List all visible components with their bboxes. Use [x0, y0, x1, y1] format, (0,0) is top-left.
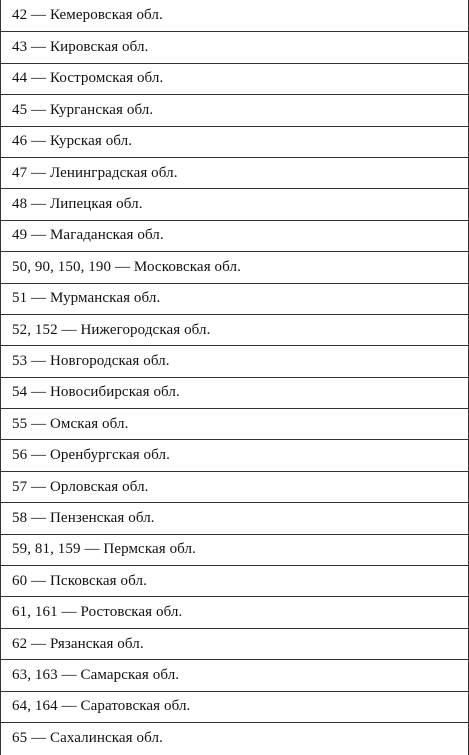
table-row: 61, 161 — Ростовская обл.: [1, 596, 468, 627]
table-row: 42 — Кемеровская обл.: [12, 7, 163, 24]
table-row: 57 — Орловская обл.: [1, 471, 468, 502]
table-row: 65 — Сахалинская обл.: [1, 722, 468, 753]
table-row: 56 — Оренбургская обл.: [1, 439, 468, 470]
table-row: 52, 152 — Нижегородская обл.: [1, 314, 468, 345]
table-row: 54 — Новосибирская обл.: [1, 377, 468, 408]
table-row: 50, 90, 150, 190 — Московская обл.: [1, 251, 468, 282]
table-row: 44 — Костромская обл.: [1, 63, 468, 94]
table-row: 53 — Новгородская обл.: [1, 345, 468, 376]
table-row: 51 — Мурманская обл.: [1, 283, 468, 314]
table-row: 47 — Ленинградская обл.: [1, 157, 468, 188]
table-row: 55 — Омская обл.: [1, 408, 468, 439]
table-row: 58 — Пензенская обл.: [1, 502, 468, 533]
table-row: 45 — Курганская обл.: [1, 94, 468, 125]
table-row: 46 — Курская обл.: [1, 126, 468, 157]
table-row: 48 — Липецкая обл.: [1, 188, 468, 219]
table-row: 64, 164 — Саратовская обл.: [1, 691, 468, 722]
table-row: 63, 163 — Самарская обл.: [1, 659, 468, 690]
table-row: 43 — Кировская обл.: [1, 31, 468, 62]
table-row: 59, 81, 159 — Пермская обл.: [1, 534, 468, 565]
table-row: 62 — Рязанская обл.: [1, 628, 468, 659]
table-row: 60 — Псковская обл.: [1, 565, 468, 596]
table-row: 49 — Магаданская обл.: [1, 220, 468, 251]
